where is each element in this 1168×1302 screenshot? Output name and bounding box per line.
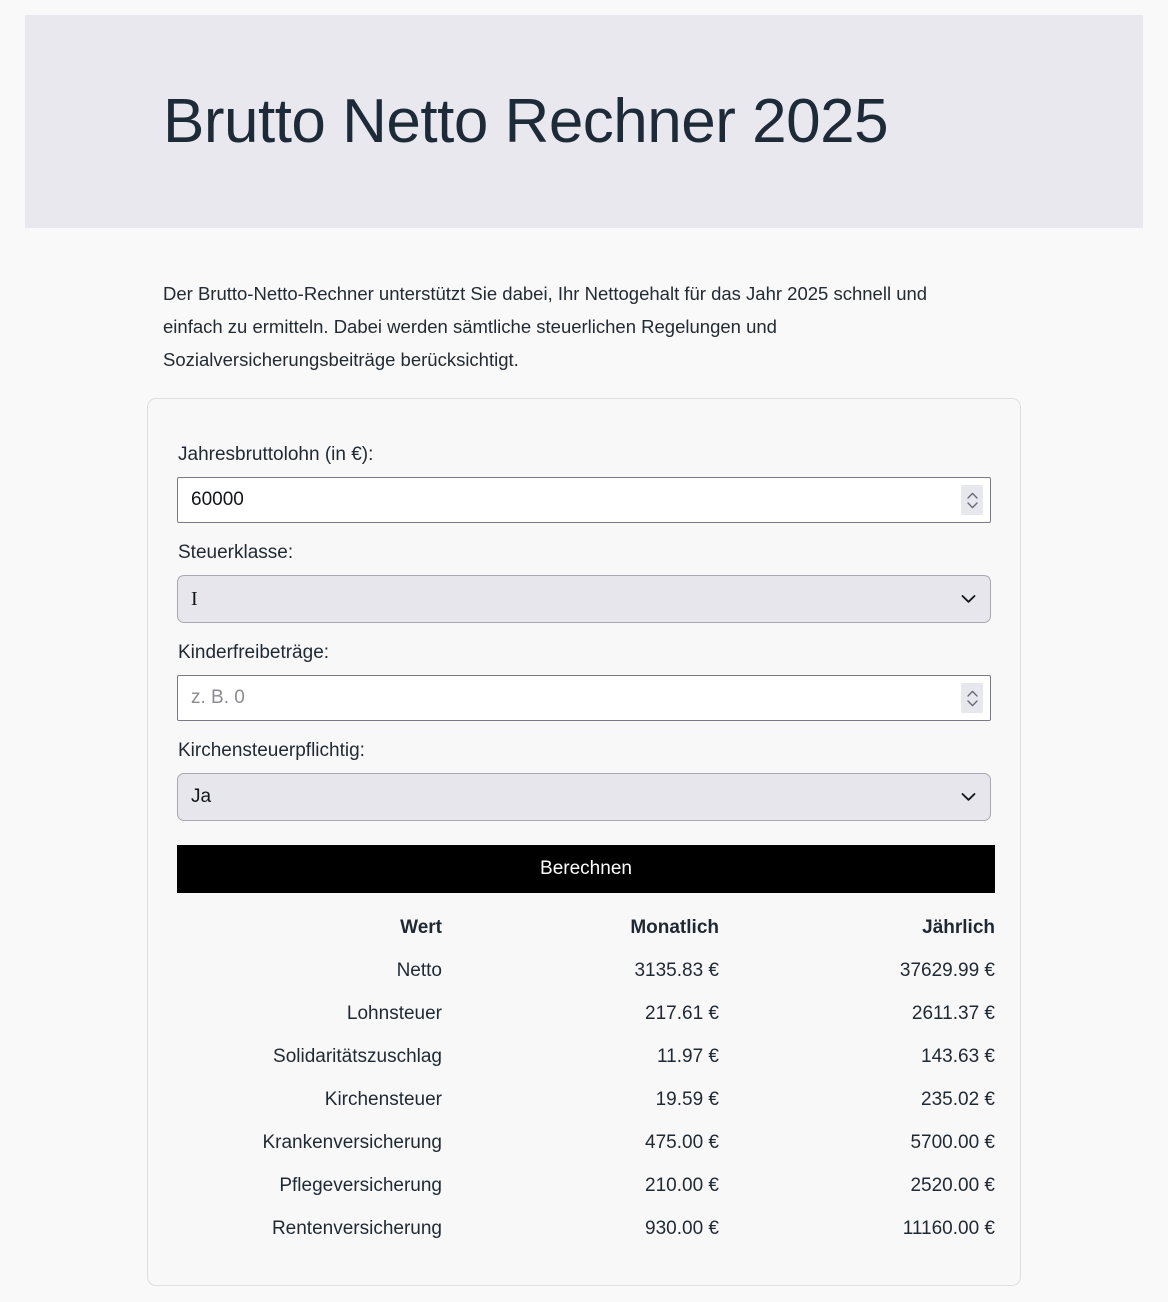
intro-paragraph: Der Brutto-Netto-Rechner unterstützt Sie dabei, Ihr Nettogehalt für das Jahr 2025 schnell und einfach zu ermitteln. Dabei werden sämtliche steuerlichen Regelungen und Sozialversicherungsbeiträge berücksichtigt. xyxy=(163,282,928,370)
column-header-monthly: Monatlich xyxy=(630,917,719,938)
calculate-button[interactable]: Berechnen xyxy=(177,845,995,893)
child-allowances-input[interactable] xyxy=(177,675,991,721)
chevron-down-icon[interactable] xyxy=(967,700,978,707)
chevron-down-icon[interactable] xyxy=(967,502,978,509)
row-yearly: 5700.00 € xyxy=(910,1132,995,1153)
gross-salary-input[interactable] xyxy=(177,477,991,523)
row-yearly: 143.63 € xyxy=(921,1046,995,1067)
chevron-up-icon[interactable] xyxy=(967,690,978,697)
child-allowances-placeholder: z. B. 0 xyxy=(191,687,245,708)
row-label: Solidaritätszuschlag xyxy=(273,1046,442,1067)
page-title: Brutto Netto Rechner 2025 xyxy=(163,86,889,156)
row-monthly: 19.59 € xyxy=(655,1089,719,1110)
field-child-allowances xyxy=(177,641,991,721)
row-label: Lohnsteuer xyxy=(346,1003,442,1024)
label-church-tax: Kirchensteuerpflichtig: xyxy=(178,740,365,761)
row-monthly: 11.97 € xyxy=(657,1046,719,1067)
results-table-head xyxy=(177,907,995,950)
field-church-tax xyxy=(177,739,991,821)
gross-salary-value: 60000 xyxy=(191,489,244,510)
tax-class-value: I xyxy=(191,587,198,610)
row-monthly: 3135.83 € xyxy=(634,960,719,981)
table-header-row xyxy=(177,907,995,950)
row-monthly: 210.00 € xyxy=(645,1175,719,1196)
row-yearly: 37629.99 € xyxy=(899,960,995,981)
column-header-yearly: Jährlich xyxy=(922,917,995,938)
row-label: Krankenversicherung xyxy=(262,1132,442,1153)
calculator-card xyxy=(147,398,1021,1286)
church-tax-value: Ja xyxy=(191,786,212,807)
row-label: Pflegeversicherung xyxy=(279,1175,442,1196)
row-label: Netto xyxy=(396,960,442,981)
table-row xyxy=(177,1165,995,1208)
tax-class-select[interactable] xyxy=(177,575,991,623)
results-table xyxy=(177,907,995,1251)
table-row xyxy=(177,950,995,993)
row-yearly: 235.02 € xyxy=(921,1089,995,1110)
column-header-value: Wert xyxy=(400,917,442,938)
row-yearly: 2520.00 € xyxy=(910,1175,995,1196)
gross-salary-stepper[interactable] xyxy=(961,485,983,515)
table-row xyxy=(177,1036,995,1079)
label-child-allowances: Kinderfreibeträge: xyxy=(178,642,330,663)
table-row xyxy=(177,1208,995,1251)
row-monthly: 930.00 € xyxy=(645,1218,719,1239)
table-row xyxy=(177,1079,995,1122)
row-label: Kirchensteuer xyxy=(324,1089,442,1110)
page-header-band xyxy=(25,15,1143,228)
chevron-down-icon xyxy=(961,595,976,604)
row-monthly: 217.61 € xyxy=(645,1003,719,1024)
table-row xyxy=(177,993,995,1036)
chevron-down-icon xyxy=(961,793,976,802)
chevron-up-icon[interactable] xyxy=(967,492,978,499)
label-tax-class: Steuerklasse: xyxy=(178,542,294,563)
child-allowances-stepper[interactable] xyxy=(961,683,983,713)
results-table-body xyxy=(177,950,995,1251)
field-gross-salary xyxy=(177,443,991,523)
field-tax-class xyxy=(177,541,991,623)
church-tax-select[interactable] xyxy=(177,773,991,821)
row-yearly: 2611.37 € xyxy=(911,1003,995,1024)
row-yearly: 11160.00 € xyxy=(902,1218,995,1239)
row-monthly: 475.00 € xyxy=(645,1132,719,1153)
label-gross-salary: Jahresbruttolohn (in €): xyxy=(178,444,374,465)
table-row xyxy=(177,1122,995,1165)
row-label: Rentenversicherung xyxy=(271,1218,442,1239)
